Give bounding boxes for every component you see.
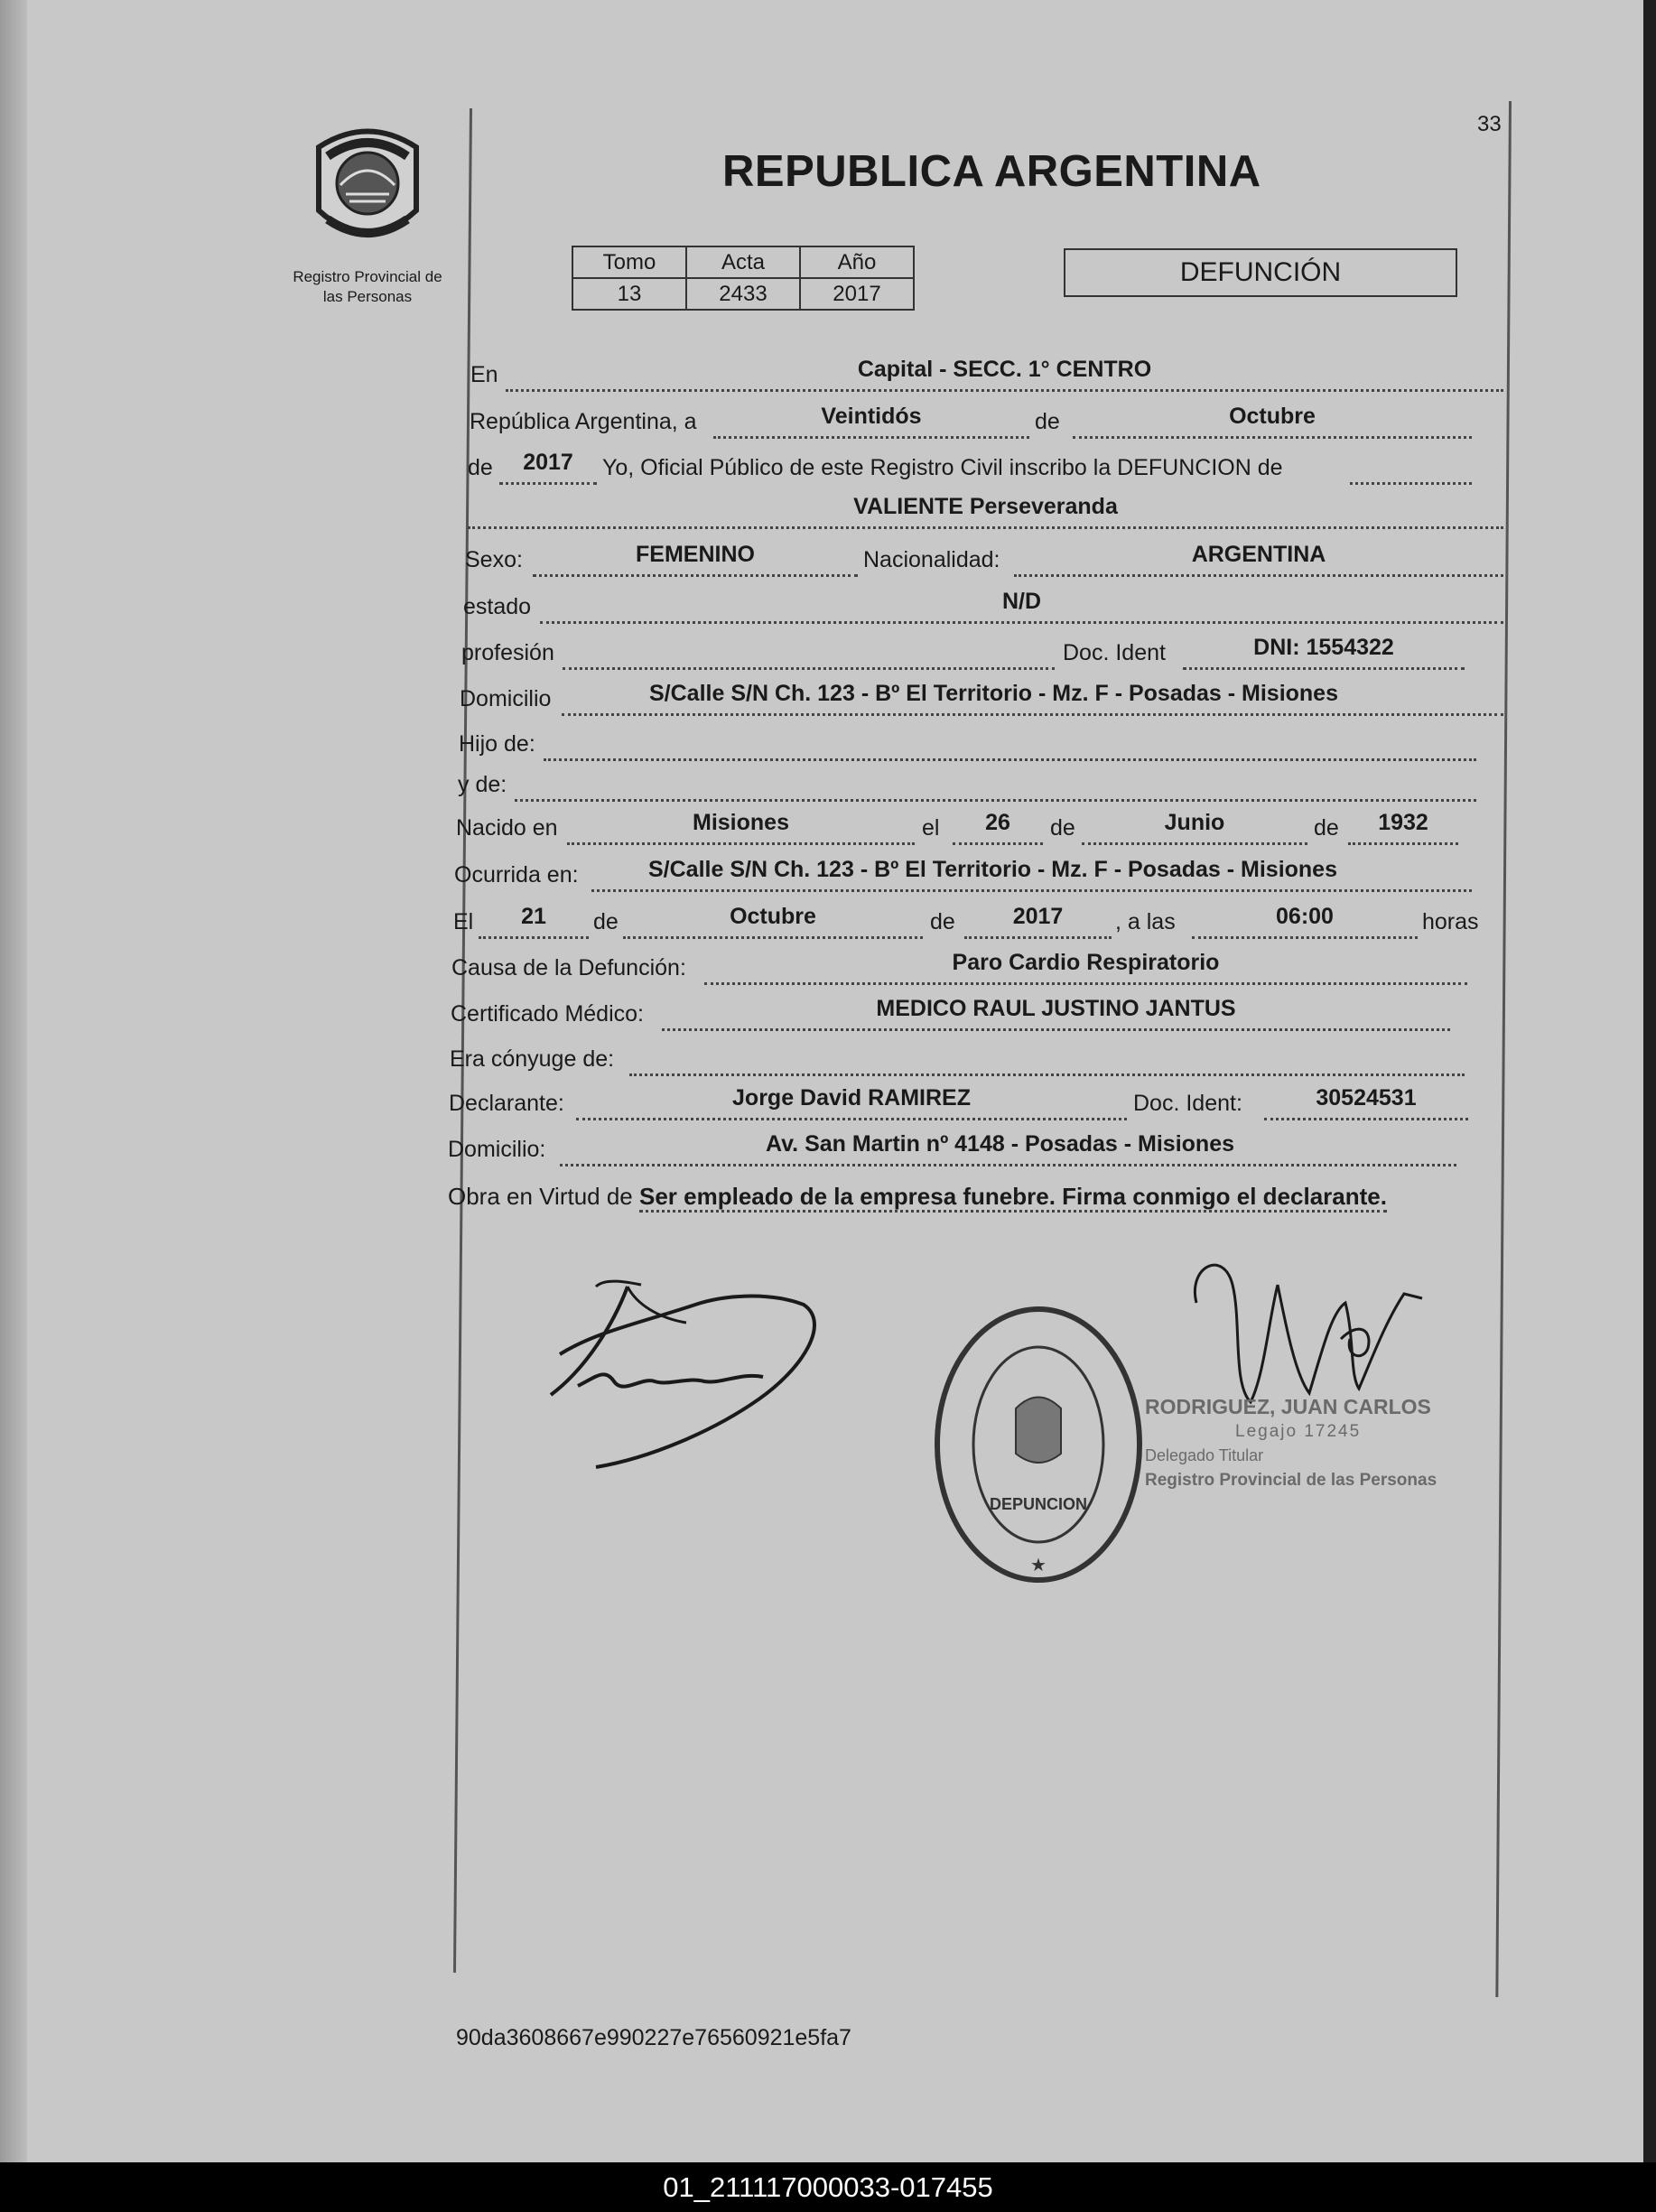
cert-label: Certificado Médico: [451, 1001, 644, 1027]
nacido-mes: Junio [1164, 810, 1225, 835]
month-value: Octubre [1229, 404, 1316, 429]
hijo-label: Hijo de: [459, 731, 535, 757]
profesion-label: profesión [461, 640, 554, 665]
el-cap-label: El [453, 909, 474, 934]
officer-org: Registro Provincial de las Personas [1145, 1471, 1437, 1490]
anio-header: Año [800, 246, 914, 278]
year-value: 2017 [523, 450, 573, 475]
record-table [572, 246, 915, 311]
declarante-value: Jorge David RAMIREZ [732, 1085, 971, 1111]
page-binding-edge [0, 0, 27, 2162]
de-label: de [468, 455, 493, 480]
doc2-label: Doc. Ident: [1133, 1091, 1242, 1116]
ocurrida-label: Ocurrida en: [454, 862, 579, 888]
causa-value: Paro Cardio Respiratorio [952, 950, 1220, 975]
en-value: Capital - SECC. 1° CENTRO [857, 357, 1152, 382]
yde-label: y de: [458, 772, 507, 797]
republica-label: República Argentina, a [470, 409, 697, 434]
doc-label: Doc. Ident [1063, 640, 1166, 665]
en-label: En [470, 362, 498, 387]
obra-label: Obra en Virtud de [448, 1183, 633, 1210]
estado-value: N/D [1001, 589, 1042, 614]
day-words: Veintidós [821, 404, 922, 429]
sexo-value: FEMENINO [636, 542, 755, 567]
obra-value: Ser empleado de la empresa funebre. Firma conmigo el declarante. [639, 1183, 1387, 1213]
svg-text:★: ★ [1030, 1556, 1047, 1575]
hora-value: 06:00 [1276, 904, 1334, 929]
page-title: REPUBLICA ARGENTINA [722, 147, 1261, 196]
cert-value: MEDICO RAUL JUSTINO JANTUS [876, 996, 1236, 1021]
tomo-value: 13 [572, 278, 686, 310]
row-obra [448, 1183, 1387, 1211]
stamp-inner-text: DEPUNCION [989, 1495, 1088, 1513]
nacido-anio: 1932 [1378, 810, 1428, 835]
document-hash: 90da3608667e990227e76560921e5fa7 [456, 2025, 851, 2050]
officer-legajo: Legajo 17245 [1235, 1422, 1362, 1441]
horas-label: horas [1422, 909, 1479, 934]
nacionalidad-value: ARGENTINA [1191, 542, 1326, 567]
declarante-label: Declarante: [449, 1091, 564, 1116]
domicilio2-label: Domicilio: [448, 1137, 546, 1162]
page-number: 33 [1477, 112, 1502, 136]
muerte-mes: Octubre [730, 904, 816, 929]
de-label: de [593, 909, 619, 934]
deceased-name: VALIENTE Perseveranda [853, 494, 1118, 519]
act-type-box: DEFUNCIÓN [1064, 248, 1457, 297]
seal-caption: Registro Provincial de las Personas [293, 268, 442, 305]
document-page [27, 0, 1643, 2162]
nacido-lugar: Misiones [693, 810, 789, 835]
ocurrida-value: S/Calle S/N Ch. 123 - Bº El Territorio - Mz. F - Posadas - Misiones [648, 857, 1337, 882]
tomo-header: Tomo [572, 246, 686, 278]
declarante-signature [542, 1269, 822, 1476]
domicilio2-value: Av. San Martin nº 4148 - Posadas - Misiones [766, 1131, 1235, 1157]
nacido-dia: 26 [985, 810, 1010, 835]
nacionalidad-label: Nacionalidad: [863, 547, 1000, 572]
de-label: de [1314, 815, 1339, 841]
registry-stamp-icon [930, 1300, 1147, 1594]
sexo-label: Sexo: [465, 547, 523, 572]
causa-label: Causa de la Defunción: [451, 955, 686, 981]
officer-name: RODRIGUEZ, JUAN CARLOS [1145, 1395, 1431, 1418]
doc-value: DNI: 1554322 [1253, 635, 1394, 660]
acta-header: Acta [686, 246, 800, 278]
estado-label: estado [463, 594, 532, 619]
domicilio-label: Domicilio [460, 686, 552, 711]
officer-stamp [1145, 1395, 1437, 1492]
de-label: de [930, 909, 955, 934]
el-label: el [922, 815, 940, 841]
misiones-seal-icon [310, 120, 425, 254]
nacido-label: Nacido en [456, 815, 558, 841]
alas-label: , a las [1115, 909, 1176, 934]
anio-value: 2017 [800, 278, 914, 310]
muerte-dia: 21 [521, 904, 546, 929]
scan-edge [1643, 0, 1656, 2162]
officer-title: Delegado Titular [1145, 1446, 1264, 1464]
de-label: de [1035, 409, 1060, 434]
file-id-bar: 01_211117000033-017455 [0, 2162, 1656, 2212]
domicilio-value: S/Calle S/N Ch. 123 - Bº El Territorio - Mz. F - Posadas - Misiones [649, 681, 1338, 706]
doc2-value: 30524531 [1316, 1085, 1417, 1111]
acta-value: 2433 [686, 278, 800, 310]
conyuge-label: Era cónyuge de: [450, 1046, 615, 1072]
de-label: de [1050, 815, 1075, 841]
muerte-anio: 2017 [1012, 904, 1064, 929]
yo-text: Yo, Oficial Público de este Registro Civil inscribo la DEFUNCION de [602, 455, 1283, 480]
